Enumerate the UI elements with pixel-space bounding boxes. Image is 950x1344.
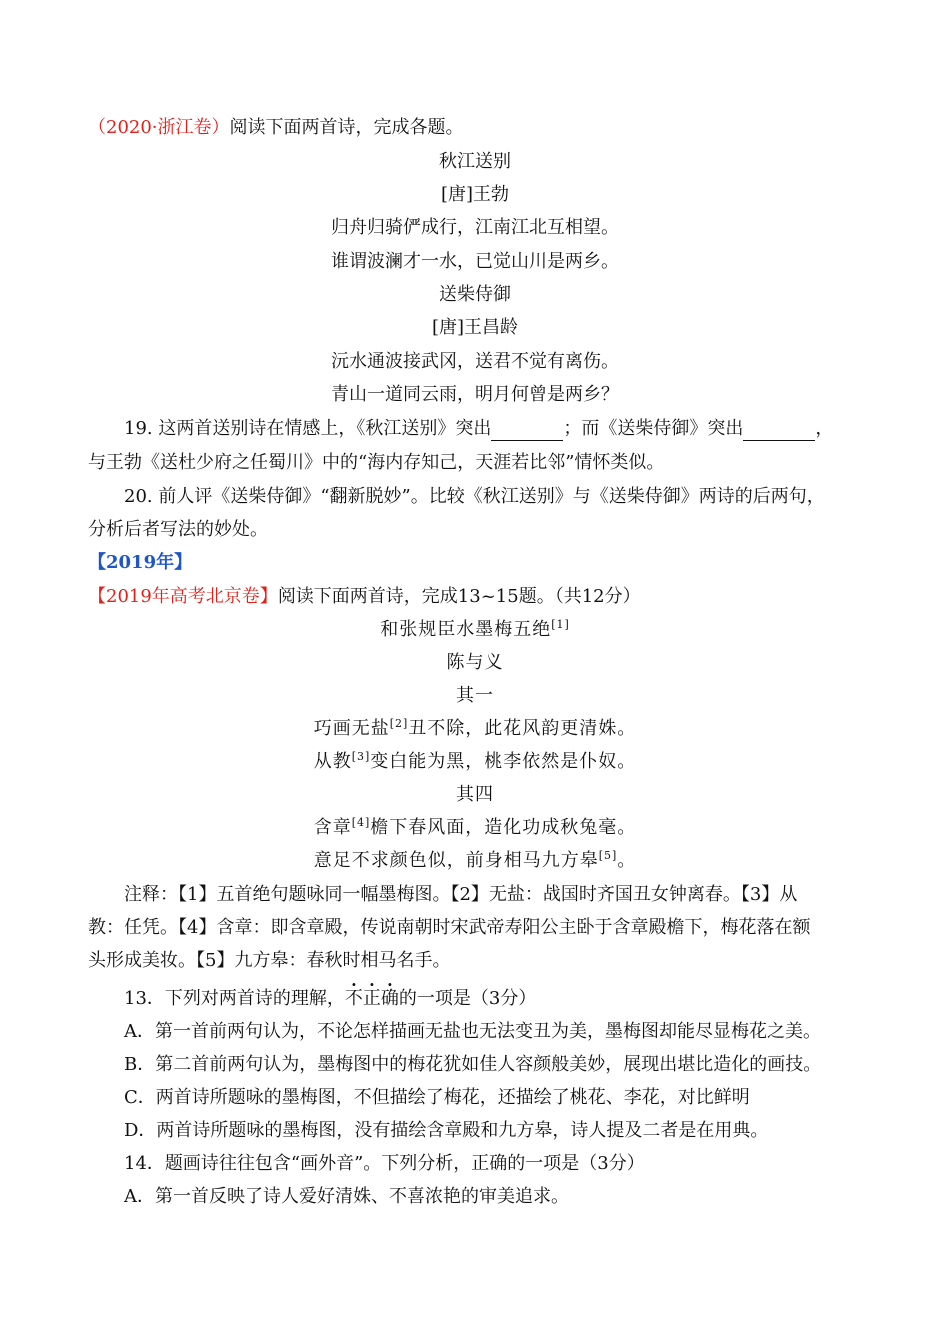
- year-heading: 【2019年】: [88, 552, 193, 573]
- notes-line: 注释：【1】五首绝句题咏同一幅墨梅图。【2】无盐：战国时齐国丑女钟离春。【3】从: [124, 884, 798, 905]
- footnote-mark: [4]: [351, 816, 371, 829]
- poem3-line: 巧画无盐[2]丑不除，此花风韵更清姝。: [313, 717, 637, 739]
- question-19-line2: 与王勃《送杜少府之任蜀川》中的“海内存知己，天涯若比邻”情怀类似。: [88, 452, 665, 473]
- footnote-mark: [1]: [551, 618, 570, 631]
- footnote-mark: [3]: [351, 750, 371, 763]
- intro2-line: [88, 585, 862, 609]
- poem3-sub1: 其一: [456, 685, 494, 706]
- option-b: B．第二首前两句认为，墨梅图中的梅花犹如佳人容颜般美妙，展现出堪比造化的画技。: [124, 1054, 822, 1075]
- footnote-mark: [5]: [598, 849, 618, 862]
- poem2-line: 青山一道同云雨，明月何曾是两乡？: [331, 384, 619, 405]
- question-13: 13．下列对两首诗的理解，不正确的一项是（3分）: [124, 988, 537, 1009]
- emphasis-dots: 不正确: [344, 988, 399, 1009]
- poem1-line: 归舟归骑俨成行，江南江北互相望。: [331, 217, 619, 238]
- answer-blank[interactable]: [743, 422, 815, 441]
- intro2-text: 阅读下面两首诗，完成13~15题。（共12分）: [277, 586, 641, 607]
- poem3-line: 含章[4]檐下春风面，造化功成秋兔毫。: [313, 816, 637, 838]
- poem3-author: 陈与义: [446, 652, 504, 673]
- option-a: A．第一首反映了诗人爱好清姝、不喜浓艳的审美追求。: [124, 1186, 569, 1207]
- question-20: 20. 前人评《送柴侍御》“翻新脱妙”。比较《秋江送别》与《送柴侍御》两诗的后两句，: [124, 486, 825, 507]
- intro-line: [88, 116, 862, 140]
- poem3-sub2: 其四: [456, 784, 494, 805]
- question-20-line2: 分析后者写法的妙处。: [88, 519, 268, 540]
- intro-text: 阅读下面两首诗，完成各题。: [229, 117, 464, 138]
- source-tag: （2020·浙江卷）: [88, 117, 230, 138]
- poem3-title: 和张规臣水墨梅五绝[1]: [380, 618, 570, 640]
- poem3-line: 从教[3]变白能为黑，桃李依然是仆奴。: [313, 750, 637, 772]
- option-d: D．两首诗所题咏的墨梅图，没有描绘含章殿和九方皋，诗人提及二者是在用典。: [124, 1120, 769, 1141]
- poem1-line: 谁谓波澜才一水，已觉山川是两乡。: [331, 251, 619, 272]
- poem2-line: 沅水通波接武冈，送君不觉有离伤。: [331, 351, 619, 372]
- poem1-title: 秋江送别: [439, 151, 511, 172]
- question-14: 14．题画诗往往包含“画外音”。下列分析，正确的一项是（3分）: [124, 1153, 645, 1174]
- source-tag: 【2019年高考北京卷】: [88, 586, 278, 607]
- notes-line: 头形成美妆。【5】九方皋：春秋时相马名手。: [88, 950, 451, 971]
- poem2-author: [唐]王昌龄: [431, 317, 519, 338]
- poem1-author: [唐]王勃: [440, 184, 510, 205]
- poem2-title: 送柴侍御: [439, 284, 511, 305]
- option-c: C．两首诗所题咏的墨梅图，不但描绘了梅花，还描绘了桃花、李花，对比鲜明: [124, 1087, 750, 1108]
- question-19: 19. 这两首送别诗在情感上，《秋江送别》突出 ；而《送柴侍御》突出 ，: [124, 418, 834, 439]
- poem3-line: 意足不求颜色似，前身相马九方皋[5]。: [313, 849, 637, 871]
- footnote-mark: [2]: [389, 717, 409, 730]
- notes-line: 教：任凭。【4】含章：即含章殿，传说南朝时宋武帝寿阳公主卧于含章殿檐下，梅花落在额: [88, 917, 811, 938]
- option-a: A．第一首前两句认为，不论怎样描画无盐也无法变丑为美，墨梅图却能尽显梅花之美。: [124, 1021, 821, 1042]
- answer-blank[interactable]: [491, 422, 563, 441]
